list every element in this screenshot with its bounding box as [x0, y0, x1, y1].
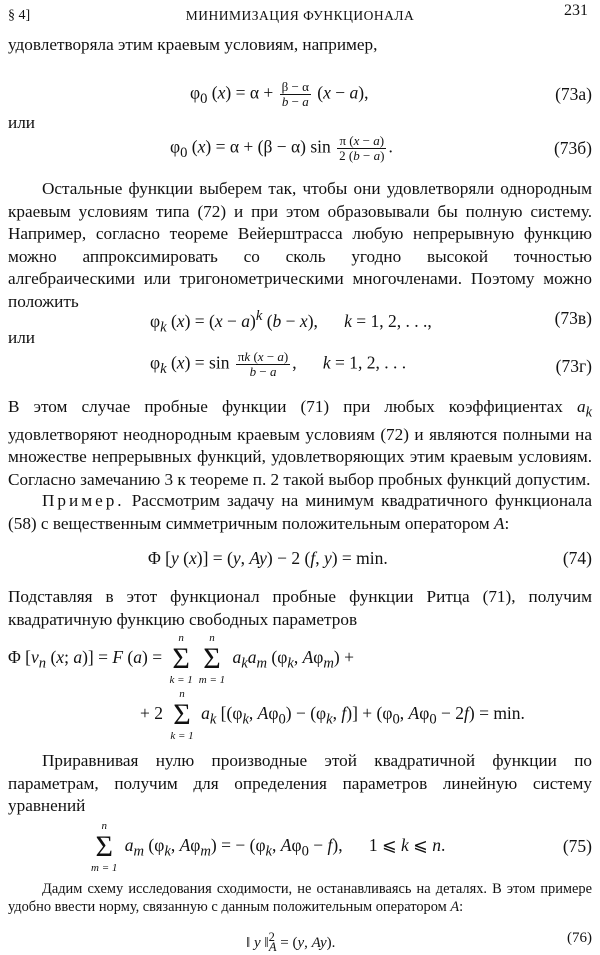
equation-73v-formula: $\varphi_k$ $(x) = (x - a)^k$ (b − x), k = 1, 2, . . ., — [150, 308, 432, 336]
equation-74-number: (74) — [562, 548, 592, 568]
equation-76-formula: ‖ y ‖$^2_A$ = (y, Ay). — [246, 930, 336, 954]
equation-76 — [8, 930, 592, 952]
equation-74 — [8, 548, 592, 576]
equation-73b — [8, 126, 592, 172]
running-title: МИНИМИЗАЦИЯ ФУНКЦИОНАЛА — [185, 8, 415, 23]
equation-73v-number: (73в) — [554, 308, 592, 328]
equation-ritz-line-1 — [8, 630, 592, 686]
equation-ritz-line-1-formula: Φ [$v_n$ (x; a)] = F (a) = n Σ k = 1 n Σ m = 1 $a_ka_m$ ($\varphi_k$, $A\varphi_m$) + — [8, 632, 354, 686]
equation-73b-number: (73б) — [553, 138, 592, 158]
paragraph-trial-functions: В этом случае пробные функции (71) при любых коэффициентах $a_k$ удовлетворяют неоднородным краевым условиям (72) и являются полными на множестве непрерывных функций, удовлетворяющих этим краевым условиям. Согласно замечанию 3 к теореме п. 2 такой выбор пробных функций допустим. — [8, 397, 592, 489]
paragraph-linear-system: Приравнивая нулю производные этой квадратичной функции по параметрам, получим для определения параметров линейную систему уравнений — [8, 751, 592, 815]
equation-74-formula: Φ [y (x)] = (y, Ay) − 2 (f, y) = min. — [148, 548, 388, 568]
intro-line: удовлетворяла этим краевым условиям, например, — [8, 35, 378, 54]
paragraph-example: Пример. Рассмотрим задачу на минимум квадратичного функционала (58) с вещественным симметричным положительным оператором A: — [8, 491, 592, 533]
equation-75-formula: n Σ m = 1 $a_m$ ($\varphi_k$, $A\varphi_m$) = − ($\varphi_k$, $A\varphi_0 - f$), 1 ⩽ k ⩽ n. — [91, 820, 446, 874]
page-number: 231 — [564, 2, 588, 19]
equation-73b-formula: $\varphi_0$ (x) = α + (β − α) sin $\frac{\pi (x - a)}{2 (b - a)}$ . — [170, 133, 393, 163]
equation-73a-formula: $\varphi_0$ (x) = α + $\frac{\beta - \alpha}{b - a}$ (x − a), — [190, 79, 369, 109]
equation-73g-formula: $\varphi_k$ (x) = sin $\frac{\pi k (x - a)}{b - a}$ , k = 1, 2, . . . — [150, 349, 407, 379]
page-header — [8, 2, 592, 28]
equation-ritz-line-2-formula: + 2 n Σ k = 1 $a_k$ [($\varphi_k$, $A\varphi_0) - (\varphi_k$, $f)] + (\varphi_0$, $A\varphi_0 - 2f) = \min$. — [140, 688, 525, 742]
or-label-1: или — [8, 113, 35, 132]
equation-ritz-line-2 — [8, 686, 592, 742]
equation-73g-number: (73г) — [555, 356, 592, 376]
paragraph-ritz-substitution: Подставляя в этот функционал пробные функции Ритца (71), получим квадратичную функцию свободных параметров — [8, 587, 592, 629]
paragraph-convergence-note: Дадим схему исследования сходимости, не останавливаясь на деталях. В этом примере удобно ввести норму, связанную с данным положительным оператором A: — [8, 881, 592, 915]
equation-75-number: (75) — [562, 836, 592, 856]
equation-75 — [8, 818, 592, 874]
equation-73g — [8, 344, 592, 390]
equation-73a — [8, 72, 592, 118]
paragraph-basis-functions: Остальные функции выберем так, чтобы они удовлетворяли однородным краевым условиям типа (72) и при этом образовывали бы полную систему. Например, согласно теореме Вейерштрасса любую непрерывную функцию можно аппроксимировать со сколь угодно высокой точностью алгебраическими или тригонометрическими многочленами. Поэтому можно положить — [8, 179, 592, 311]
equation-73a-number: (73а) — [555, 84, 592, 104]
or-label-2: или — [8, 328, 35, 347]
equation-76-number: (76) — [567, 930, 592, 946]
example-heading: Пример. — [42, 491, 125, 510]
section-marker: § 4] — [8, 8, 31, 23]
equation-73v — [8, 304, 592, 334]
